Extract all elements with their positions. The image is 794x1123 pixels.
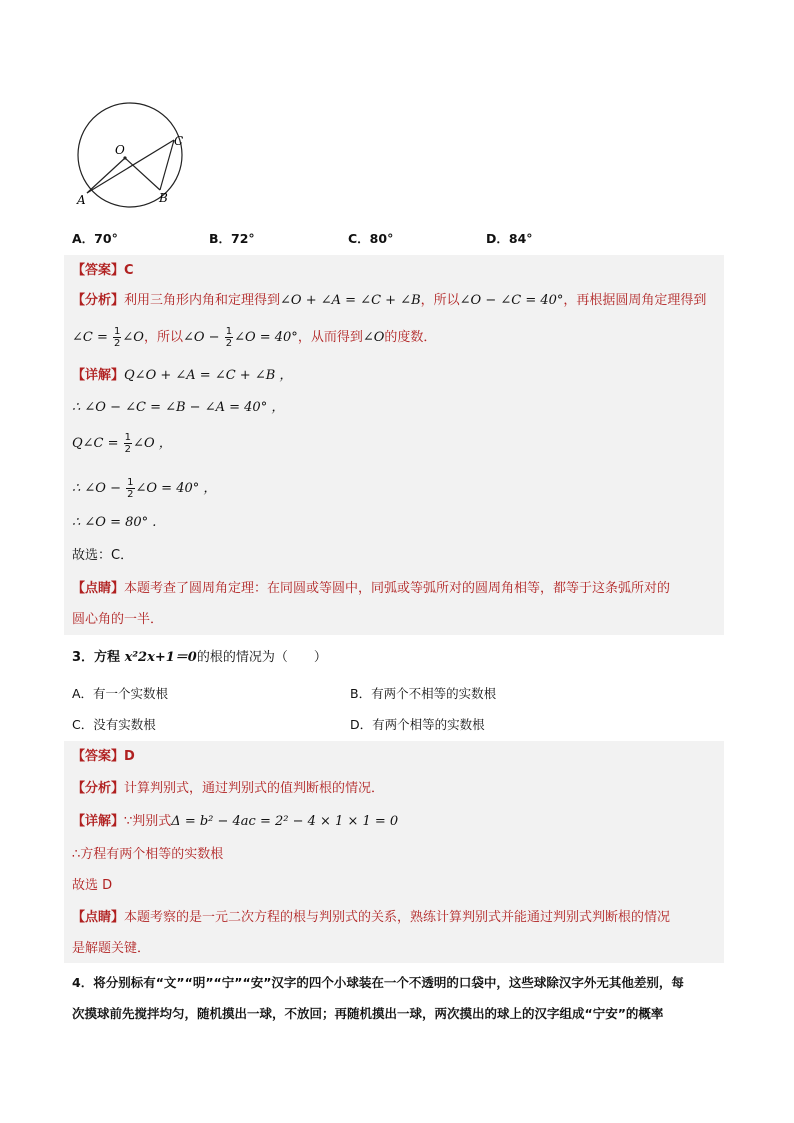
analysis-formula: ∠O − ∠C = 40° — [459, 293, 564, 308]
detail-formula: Q∠O + ∠A = ∠C + ∠B ， — [124, 368, 293, 383]
analysis-tag: 【分析】 — [72, 781, 125, 796]
q4-stem-line-1: 4．将分别标有“文”“明”“宁”“安”汉字的四个小球装在一个不透明的口袋中，这些球除汉字外无其他差别，每 — [72, 975, 684, 990]
q3-equation: x²2x+1＝0 — [124, 650, 197, 665]
label-a: A — [77, 193, 86, 207]
detail-text: ∵判别式 — [124, 814, 172, 829]
comment-text: 本题考查了圆周角定理：在同圆或等圆中，同弧或等弧所对的圆周角相等，都等于这条弧所对的 — [124, 581, 671, 596]
comment-tag: 【点睛】 — [72, 581, 125, 596]
q2-option-c: C．80° — [348, 231, 394, 246]
detail-formula: ∠O ， — [133, 436, 172, 451]
label-b: B — [159, 191, 168, 205]
q2-analysis-line-1 — [72, 291, 706, 311]
analysis-text: ，从而得到 — [297, 330, 363, 345]
analysis-text: ，所以 — [143, 330, 183, 345]
q4-stem-line-2: 次摸球前先搅拌均匀，随机摸出一球，不放回；再随机摸出一球，两次摸出的球上的汉字组成“宁安”的概率 — [72, 1006, 664, 1021]
q3-analysis-line — [72, 779, 384, 799]
fraction-half — [126, 477, 134, 500]
fraction-denominator: 2 — [124, 444, 132, 455]
fraction-denominator: 2 — [127, 489, 134, 500]
analysis-formula: ∠O = 40° — [234, 330, 298, 345]
q3-choose-line: 故选 D — [72, 878, 113, 893]
analysis-formula: ∠O — [122, 330, 144, 345]
analysis-tag: 【分析】 — [72, 293, 125, 308]
q2-detail-line-3 — [72, 432, 172, 455]
q2-option-d: D．84° — [486, 231, 533, 246]
detail-formula: ∴ ∠O − — [72, 481, 121, 496]
circle-figure — [70, 100, 200, 212]
q2-comment-line-1 — [72, 579, 670, 599]
detail-formula: Δ = b² − 4ac = 2² − 4 × 1 × 1 = 0 — [171, 814, 399, 829]
q3-option-a: A．有一个实数根 — [72, 686, 169, 701]
comment-tag: 【点睛】 — [72, 910, 125, 925]
detail-tag: 【详解】 — [72, 368, 125, 383]
answer-tag: 【答案】 — [72, 263, 125, 278]
detail-formula: ∴ ∠O − ∠C = ∠B − ∠A = 40° ， — [72, 400, 285, 415]
q3-comment-line-2: 是解题关键． — [72, 941, 151, 956]
fraction-half — [113, 326, 121, 349]
fraction-denominator: 2 — [225, 338, 233, 349]
comment-text: 本题考察的是一元二次方程的根与判别式的关系，熟练计算判别式并能通过判别式判断根的情况 — [124, 910, 671, 925]
q2-option-a: A．70° — [72, 231, 118, 246]
q2-choose-line: 故选：C． — [72, 548, 134, 563]
q2-comment-line-2: 圆心角的一半． — [72, 612, 164, 627]
q3-option-c: C．没有实数根 — [72, 717, 156, 732]
fraction-numerator: 1 — [127, 477, 134, 488]
segment-oa — [87, 158, 125, 193]
answer-value: C — [124, 263, 134, 278]
analysis-text: 利用三角形内角和定理得到 — [124, 293, 281, 308]
q2-analysis-line-2 — [72, 326, 436, 349]
detail-formula: ∴ ∠O = 80° . — [72, 515, 157, 530]
answer-value: D — [124, 749, 135, 764]
label-o: O — [115, 143, 125, 157]
answer-tag: 【答案】 — [72, 749, 125, 764]
analysis-formula: ∠O − — [182, 330, 220, 345]
q3-option-d: D．有两个相等的实数根 — [350, 717, 485, 732]
fraction-denominator: 2 — [114, 338, 121, 349]
analysis-text: ，所以 — [420, 293, 460, 308]
detail-formula: Q∠C = — [72, 436, 119, 451]
q2-detail-line-4 — [72, 477, 216, 500]
detail-formula: ∠O = 40° ， — [135, 481, 217, 496]
q3-stem-number: 3．方程 — [72, 650, 121, 665]
q2-answer-line — [72, 261, 134, 281]
segment-ob — [125, 158, 160, 190]
q3-stem — [72, 648, 327, 668]
q2-option-b: B．72° — [209, 231, 255, 246]
label-c: C — [174, 134, 184, 148]
analysis-text: 计算判别式，通过判别式的值判断根的情况． — [124, 781, 385, 796]
analysis-text: 的度数． — [384, 330, 437, 345]
analysis-text: ，再根据圆周角定理得到 — [563, 293, 707, 308]
q3-option-b: B．有两个不相等的实数根 — [350, 686, 497, 701]
q2-detail-line-2 — [72, 398, 284, 418]
fraction-numerator: 1 — [114, 326, 121, 337]
fraction-half — [124, 432, 132, 455]
q3-stem-tail: 的根的情况为（ ） — [196, 650, 327, 665]
q3-detail-line-1 — [72, 812, 398, 832]
q2-detail-line-5 — [72, 513, 156, 533]
analysis-formula: ∠C = — [72, 330, 108, 345]
analysis-formula: ∠O + ∠A = ∠C + ∠B — [280, 293, 421, 308]
analysis-formula: ∠O — [362, 330, 385, 345]
q3-detail-line-2: ∴方程有两个相等的实数根 — [72, 847, 224, 862]
fraction-numerator: 1 — [124, 432, 132, 443]
fraction-numerator: 1 — [225, 326, 233, 337]
q3-answer-line — [72, 747, 135, 767]
fraction-half — [225, 326, 233, 349]
q3-comment-line-1 — [72, 908, 670, 928]
detail-tag: 【详解】 — [72, 814, 125, 829]
q2-detail-line-1 — [72, 366, 292, 386]
